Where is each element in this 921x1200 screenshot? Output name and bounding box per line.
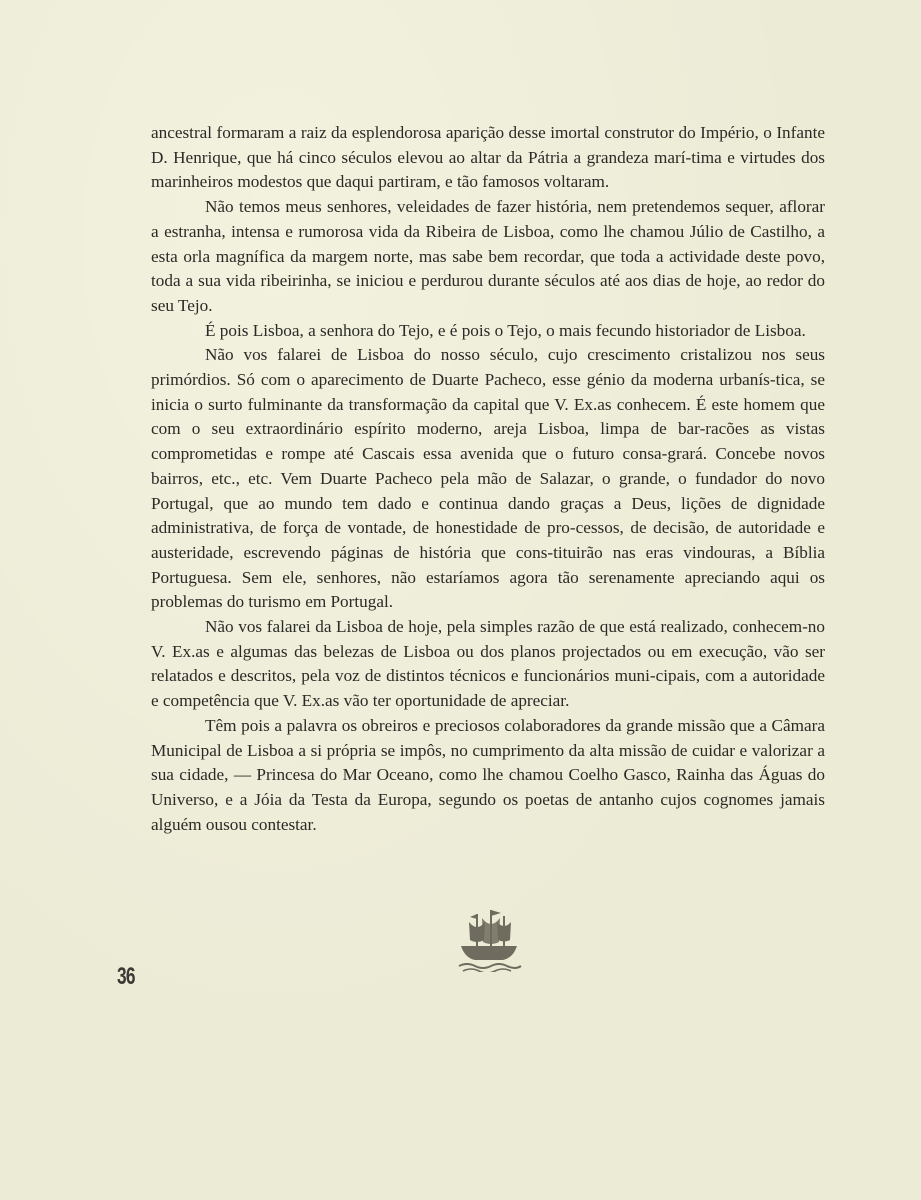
- paragraph-4: Não vos falarei de Lisboa do nosso século, cujo crescimento cristalizou nos seus primórdios. Só com o aparecimento de Duarte Pacheco, esse génio da moderna urbanís-tica, se inicia o surto fulminante da transformação da capital que V. Ex.as conhecem. É este homem que com o seu extraordinário espírito moderno, areja Lisboa, limpa de bar-racões as vistas comprometidas e rompe até Cascais essa avenida que o futuro consa-grará. Concebe novos bairros, etc., etc. Vem Duarte Pacheco pela mão de Salazar, o grande, o fundador do novo Portugal, que ao mundo tem dado e continua dando graças a Deus, lições de dignidade administrativa, de força de vontade, de honestidade de pro-cessos, de decisão, de autoridade e austeridade, escrevendo páginas de história que cons-tituirão nas eras vindouras, a Bíblia Portuguesa. Sem ele, senhores, não estaríamos agora tão serenamente apreciando aqui os problemas do turismo em Portugal.: [151, 345, 825, 612]
- paragraph-1: ancestral formaram a raiz da esplendorosa aparição desse imortal construtor do Império, o Infante D. Henrique, que há cinco séculos elevou ao altar da Pátria a grandeza marí-tima e virtudes dos marinheiros modestos que daqui partiram, e tão famosos voltaram.: [151, 123, 825, 192]
- paragraph-5: Não vos falarei da Lisboa de hoje, pela simples razão de que está realizado, conhecem-no V. Ex.as e algumas das belezas de Lisboa ou dos planos projectados ou em execução, vão ser relatados e descritos, pela voz de distintos técnicos e funcionários muni-cipais, com a autoridade e competência que V. Ex.as vão ter oportunidade de apreciar.: [151, 617, 825, 711]
- caravel-ship-icon: [455, 908, 523, 972]
- page-number: 36: [117, 963, 135, 990]
- paragraph-2: Não temos meus senhores, veleidades de fazer história, nem pretendemos sequer, aflorar a estranha, intensa e rumorosa vida da Ribeira de Lisboa, como lhe chamou Júlio de Castilho, a esta orla magnífica da margem norte, mas sabe bem recordar, que toda a actividade deste povo, toda a sua vida ribeirinha, se iniciou e perdurou durante séculos até aos dias de hoje, ao redor do seu Tejo.: [151, 197, 825, 315]
- paragraph-3: É pois Lisboa, a senhora do Tejo, e é pois o Tejo, o mais fecundo historiador de Lisboa.: [205, 320, 806, 340]
- body-text: [151, 121, 825, 837]
- paragraph-6: Têm pois a palavra os obreiros e preciosos colaboradores da grande missão que a Câmara Municipal de Lisboa a si própria se impôs, no cumprimento da alta missão de cuidar e valorizar a sua cidade, — Princesa do Mar Oceano, como lhe chamou Coelho Gasco, Rainha das Águas do Universo, e a Jóia da Testa da Europa, segundo os poetas de antanho cujos cognomes jamais alguém ousou contestar.: [151, 715, 825, 834]
